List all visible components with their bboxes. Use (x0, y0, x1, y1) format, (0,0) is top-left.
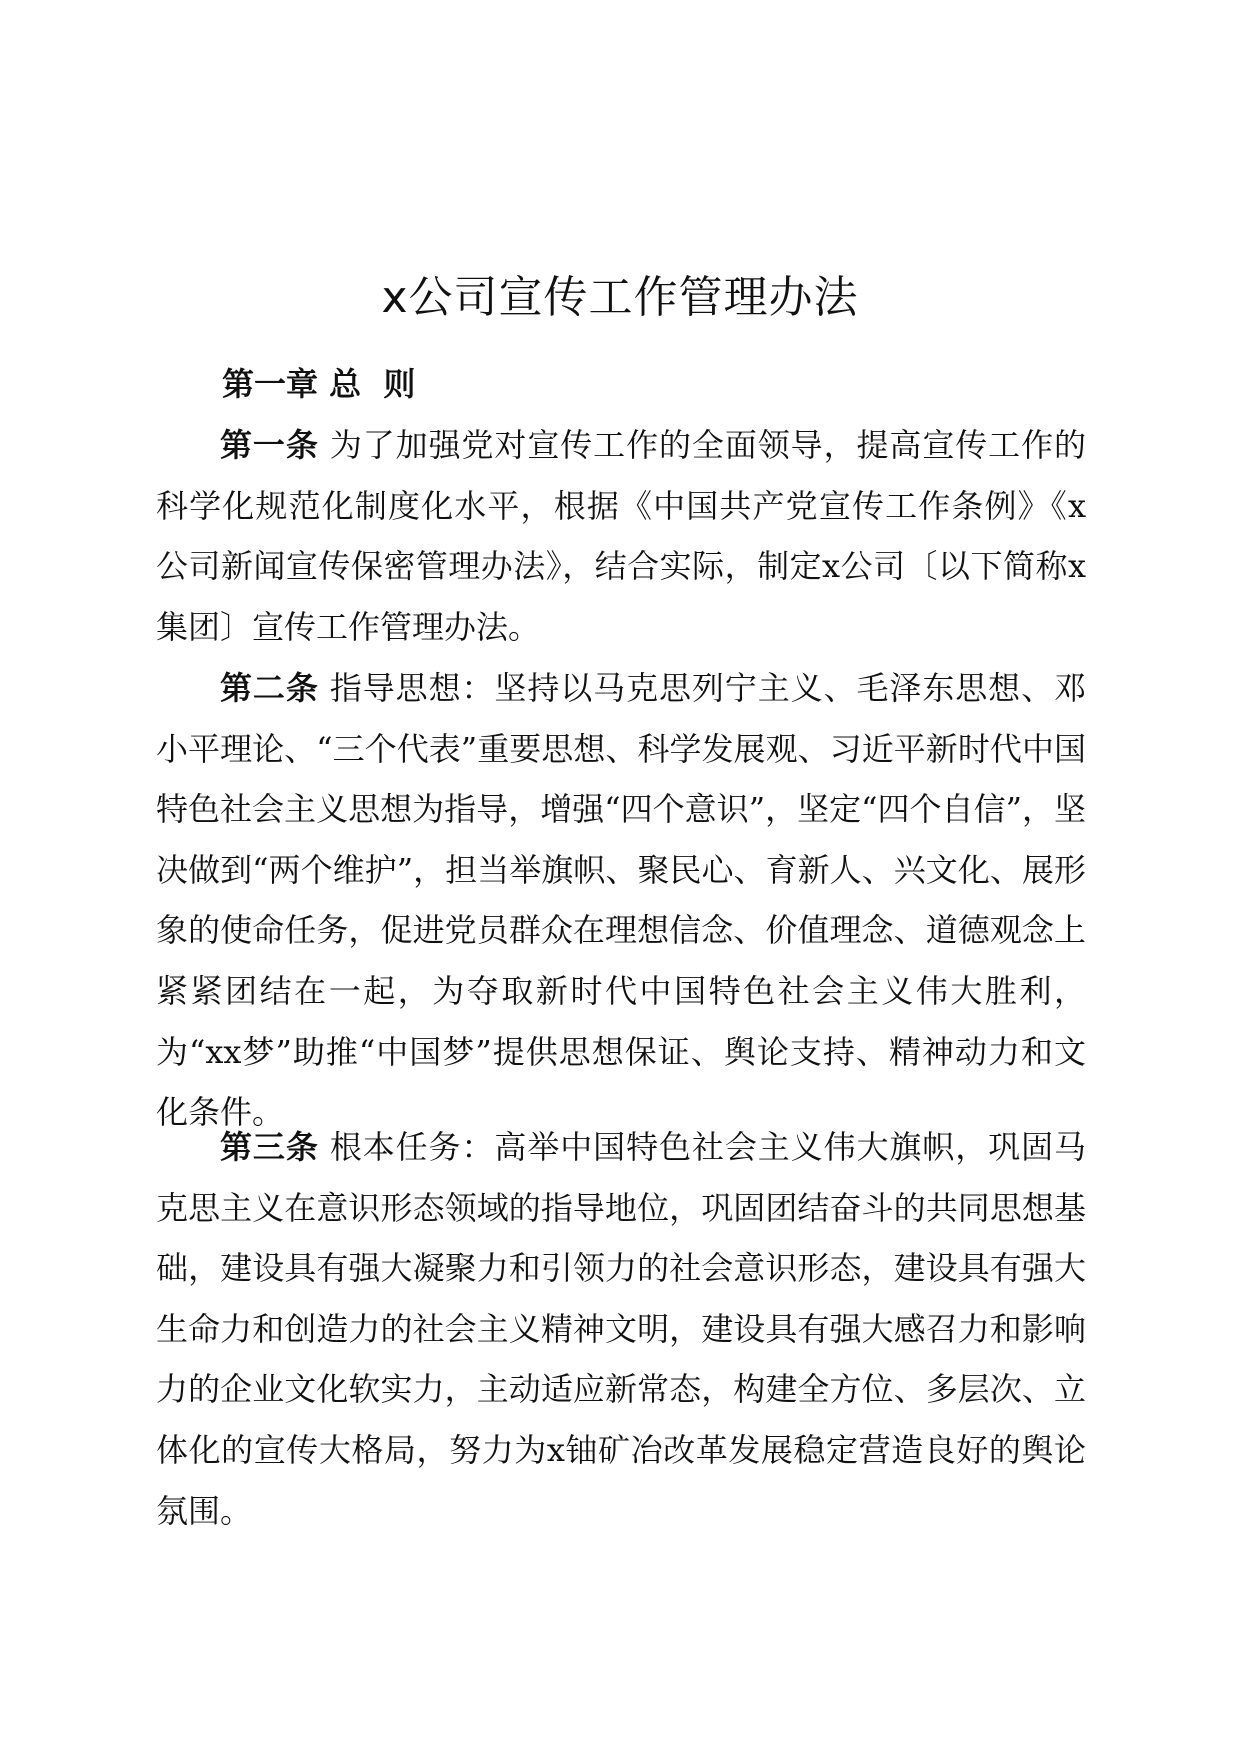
article-paragraph (156, 415, 1086, 657)
article-heading: 第二条 (220, 669, 319, 707)
article-paragraph (156, 658, 1086, 1143)
article-heading: 第三条 (220, 1128, 319, 1166)
document-title: x公司宣传工作管理办法 (381, 272, 859, 323)
article-heading: 第一条 (220, 426, 319, 464)
article-text: 根本任务：高举中国特色社会主义伟大旗帜，巩固马克思主义在意识形态领域的指导地位，巩固团结奋斗的共同思想基础，建设具有强大凝聚力和引领力的社会意识形态，建设具有强大生命力和创造力的社会主义精神文明，建设具有强大感召力和影响力的企业文化软实力，主动适应新常态，构建全方位、多层次、立体化的宣传大格局，努力为x铀矿冶改革发展稳定营造良好的舆论氛围。 (156, 1128, 1086, 1530)
chapter-heading: 第一章 总 则 (222, 365, 416, 403)
article-paragraph (156, 1117, 1086, 1541)
article-text: 指导思想：坚持以马克思列宁主义、毛泽东思想、邓小平理论、“三个代表”重要思想、科学发展观、习近平新时代中国特色社会主义思想为指导，增强“四个意识”，坚定“四个自信”，坚决做到“两个维护”，担当举旗帜、聚民心、育新人、兴文化、展形象的使命任务，促进党员群众在理想信念、价值理念、道德观念上紧紧团结在一起，为夺取新时代中国特色社会主义伟大胜利，为“xx梦”助推“中国梦”提供思想保证、舆论支持、精神动力和文化条件。 (156, 669, 1086, 1132)
article-text: 为了加强党对宣传工作的全面领导，提高宣传工作的科学化规范化制度化水平，根据《中国共产党宣传工作条例》《x公司新闻宣传保密管理办法》，结合实际，制定x公司〔以下简称x集团〕宣传工作管理办法。 (156, 426, 1086, 646)
